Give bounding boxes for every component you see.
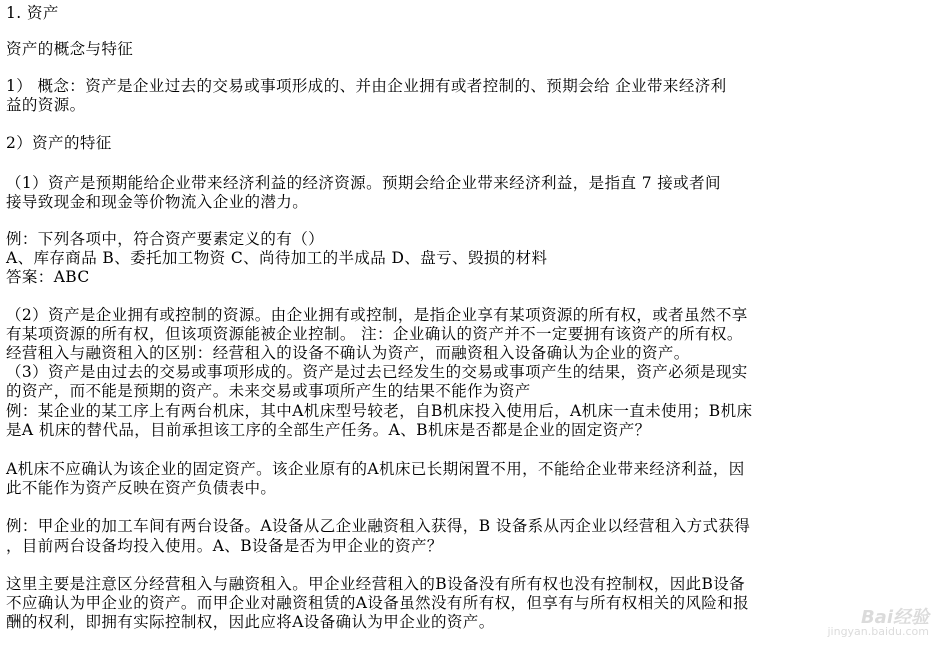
example-question: 例：下列各项中，符合资产要素定义的有（） (6, 230, 325, 248)
section-heading: 1. 资产 (6, 4, 59, 22)
subheading: 2）资产的特征 (6, 134, 112, 152)
paragraph-line: 此不能作为资产反映在资产负债表中。 (6, 479, 277, 497)
paragraph-line: A机床不应确认为该企业的固定资产。该企业原有的A机床已长期闲置不用，不能给企业带来经济利益，因 (6, 460, 745, 478)
paragraph-line: （2）资产是企业拥有或控制的资源。由企业拥有或控制，是指企业享有某项资源的所有权，或者虽然不享 (6, 306, 748, 324)
paragraph-line: 经营租入与融资租入的区别：经营租入的设备不确认为资产，而融资租入设备确认为企业的资产。 (6, 344, 690, 362)
watermark (827, 607, 929, 639)
paragraph-line: 的资产，而不能是预期的资产。未来交易或事项所产生的结果不能作为资产 (6, 382, 531, 400)
example-line: ，目前两台设备均投入使用。A、B设备是否为甲企业的资产？ (6, 537, 443, 555)
example-line: 例：甲企业的加工车间有两台设备。A设备从乙企业融资租入获得，B 设备系从丙企业以经营租入方式获得 (6, 517, 751, 535)
example-line: 例：某企业的某工序上有两台机床，其中A机床型号较老，自B机床投入使用后，A机床一直未使用；B机床 (6, 402, 753, 420)
watermark-url: jingyan.baidu.com (827, 625, 929, 638)
subheading: 资产的概念与特征 (6, 40, 134, 58)
paragraph-line: 这里主要是注意区分经营租入与融资租入。甲企业经营租入的B设备没有所有权也没有控制权，因此B设备 (6, 575, 746, 593)
paragraph-line: 接导致现金和现金等价物流入企业的潜力。 (6, 193, 309, 211)
example-line: 是A 机床的替代品，目前承担该工序的全部生产任务。A、B机床是否都是企业的固定资产？ (6, 421, 651, 439)
watermark-logo: Bai经验 (860, 607, 929, 628)
paragraph-line: 1） 概念：资产是企业过去的交易或事项形成的、并由企业拥有或者控制的、预期会给 企业带来经济利 (6, 77, 727, 95)
example-answer: 答案：ABC (6, 268, 90, 286)
paragraph-line: 酬的权利，即拥有实际控制权，因此应将A设备确认为甲企业的资产。 (6, 613, 495, 631)
paragraph-line: 益的资源。 (6, 96, 86, 114)
paragraph-line: （3）资产是由过去的交易或事项形成的。资产是过去已经发生的交易或事项产生的结果，资产必须是现实 (6, 363, 748, 381)
paragraph-line: 不应确认为甲企业的资产。而甲企业对融资租赁的A设备虽然没有所有权，但享有与所有权相关的风险和报 (6, 594, 749, 612)
paragraph-line: 有某项资源的所有权，但该项资源能被企业控制。 注：企业确认的资产并不一定要拥有该资产的所有权。 (6, 325, 743, 343)
paragraph-line: （1）资产是预期能给企业带来经济利益的经济资源。预期会给企业带来经济利益，是指直 7 接或者间 (6, 174, 721, 192)
example-options: A、库存商品 B、委托加工物资 C、尚待加工的半成品 D、盘亏、毁损的材料 (6, 249, 548, 267)
